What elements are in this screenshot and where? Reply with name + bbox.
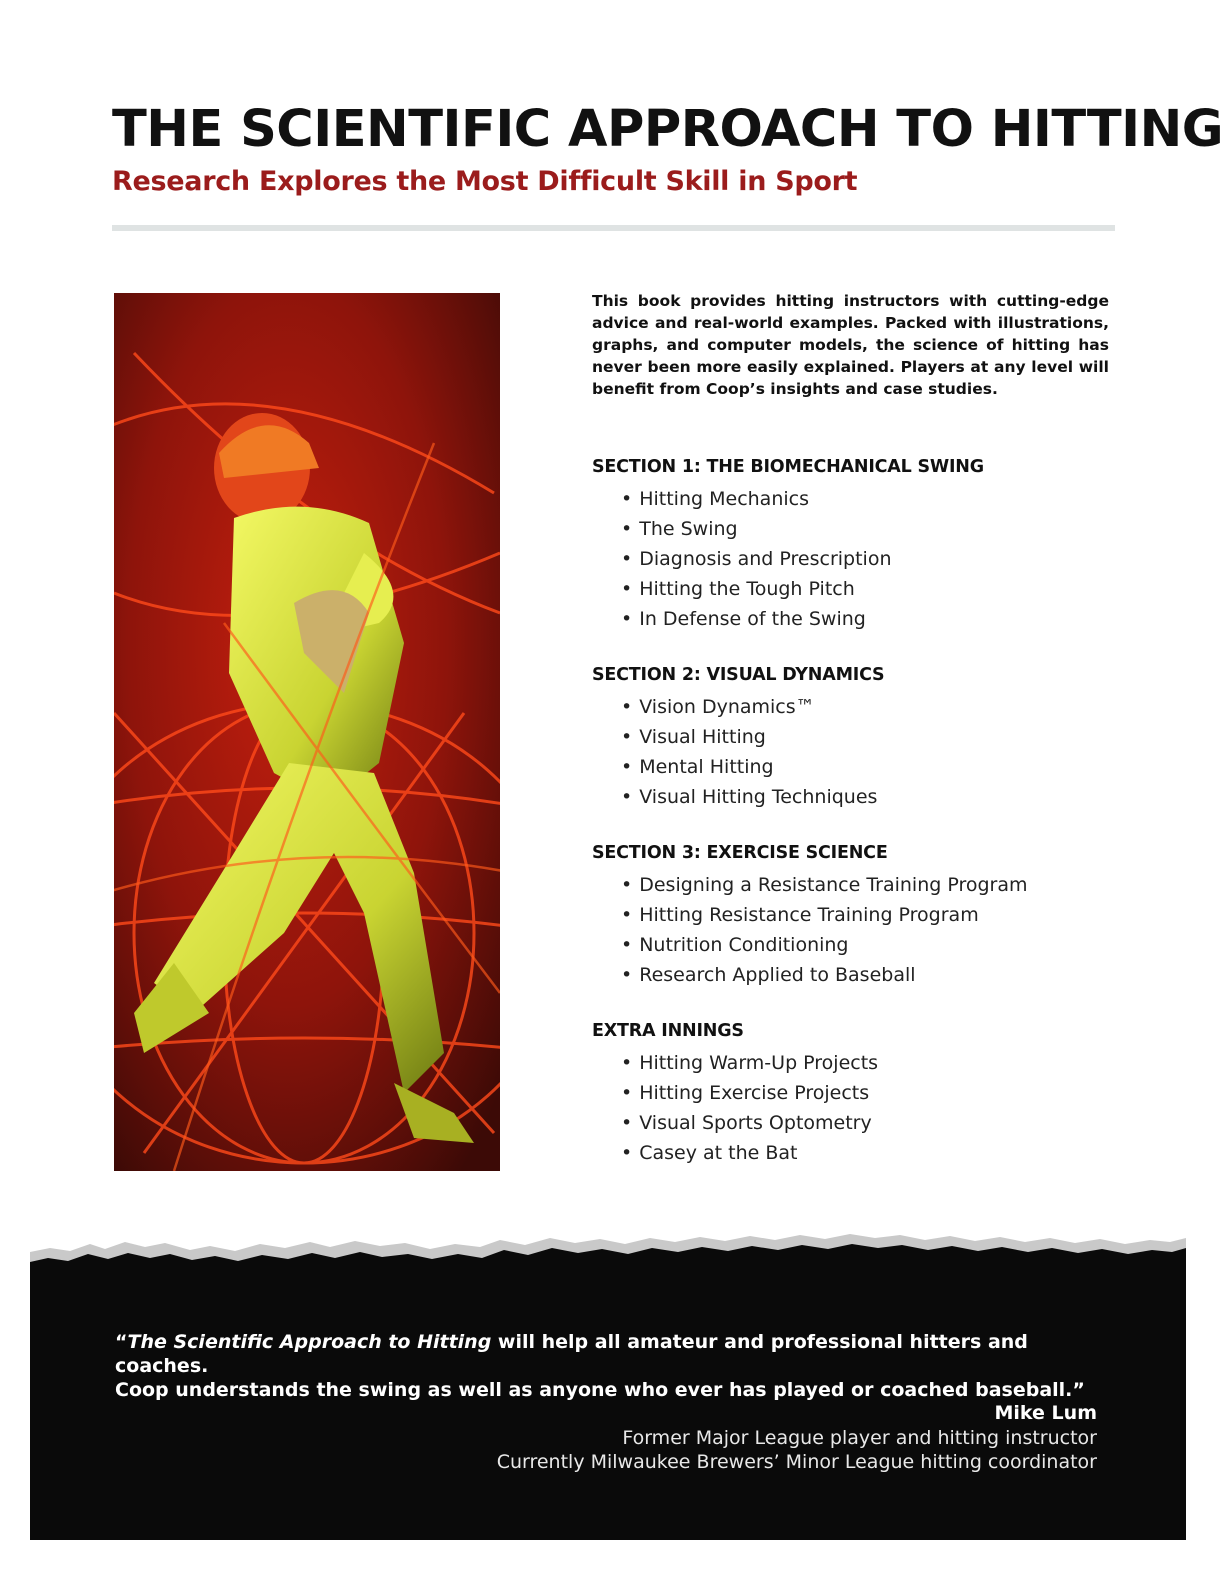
bullet-icon: • bbox=[621, 1082, 633, 1104]
section-heading: EXTRA INNINGS bbox=[592, 1021, 744, 1041]
bullet-icon: • bbox=[621, 756, 633, 778]
list-item: • Hitting Warm-Up Projects bbox=[621, 1052, 879, 1074]
bullet-icon: • bbox=[621, 578, 633, 600]
list-item: • Hitting Mechanics bbox=[621, 488, 809, 510]
list-item: • Vision Dynamics™ bbox=[621, 696, 815, 718]
bullet-icon: • bbox=[621, 518, 633, 540]
list-item: • In Defense of the Swing bbox=[621, 608, 866, 630]
list-item: • Hitting Exercise Projects bbox=[621, 1082, 870, 1104]
section-biomechanical-swing bbox=[592, 456, 1152, 634]
bullet-icon: • bbox=[621, 608, 633, 630]
bullet-icon: • bbox=[621, 904, 633, 926]
page-subtitle: Research Explores the Most Difficult Skill in Sport bbox=[112, 166, 858, 197]
section-heading: SECTION 3: EXERCISE SCIENCE bbox=[592, 843, 888, 863]
bullet-icon: • bbox=[621, 874, 633, 896]
author-role: Currently Milwaukee Brewers’ Minor League hitting coordinator bbox=[496, 1451, 1097, 1473]
bullet-icon: • bbox=[621, 964, 633, 986]
testimonial-attribution bbox=[497, 1400, 1097, 1474]
testimonial-quote: “The Scientific Approach to Hitting will help all amateur and professional hitters and coaches. Coop understands the swing as well as anyone who ever has played or coached baseball.” bbox=[115, 1331, 1085, 1401]
header-divider bbox=[112, 225, 1115, 231]
list-item: • Diagnosis and Prescription bbox=[621, 548, 892, 570]
bullet-icon: • bbox=[621, 786, 633, 808]
list-item: • Visual Hitting bbox=[621, 726, 766, 748]
bullet-icon: • bbox=[621, 1142, 633, 1164]
section-heading: SECTION 2: VISUAL DYNAMICS bbox=[592, 665, 885, 685]
bullet-icon: • bbox=[621, 1112, 633, 1134]
page-title: THE SCIENTIFIC APPROACH TO HITTING bbox=[112, 100, 1224, 159]
list-item: • Visual Hitting Techniques bbox=[621, 786, 878, 808]
batter-photo bbox=[114, 293, 500, 1171]
book-title-italic: The Scientific Approach to Hitting bbox=[127, 1331, 492, 1353]
section-exercise-science bbox=[592, 842, 1152, 990]
section-extra-innings bbox=[592, 1020, 1152, 1168]
list-item: • Hitting Resistance Training Program bbox=[621, 904, 979, 926]
list-item: • Visual Sports Optometry bbox=[621, 1112, 872, 1134]
bullet-icon: • bbox=[621, 934, 633, 956]
author-role: Former Major League player and hitting instructor bbox=[622, 1427, 1097, 1449]
bullet-icon: • bbox=[621, 488, 633, 510]
list-item: • Designing a Resistance Training Program bbox=[621, 874, 1028, 896]
list-item: • Research Applied to Baseball bbox=[621, 964, 916, 986]
bullet-icon: • bbox=[621, 1052, 633, 1074]
author-name: Mike Lum bbox=[994, 1402, 1097, 1424]
bullet-icon: • bbox=[621, 548, 633, 570]
list-item: • The Swing bbox=[621, 518, 738, 540]
list-item: • Mental Hitting bbox=[621, 756, 774, 778]
book-description: This book provides hitting instructors with cutting-edge advice and real-world examples. Packed with illustrations, graphs, and computer models, the science of hitting has never been more easily explained. Players at any level will benefit from Coop’s insights and case studies. bbox=[592, 292, 1109, 398]
list-item: • Hitting the Tough Pitch bbox=[621, 578, 855, 600]
bullet-icon: • bbox=[621, 726, 633, 748]
list-item: • Nutrition Conditioning bbox=[621, 934, 849, 956]
bullet-icon: • bbox=[621, 696, 633, 718]
section-heading: SECTION 1: THE BIOMECHANICAL SWING bbox=[592, 457, 984, 477]
list-item: • Casey at the Bat bbox=[621, 1142, 798, 1164]
section-visual-dynamics bbox=[592, 664, 1152, 812]
